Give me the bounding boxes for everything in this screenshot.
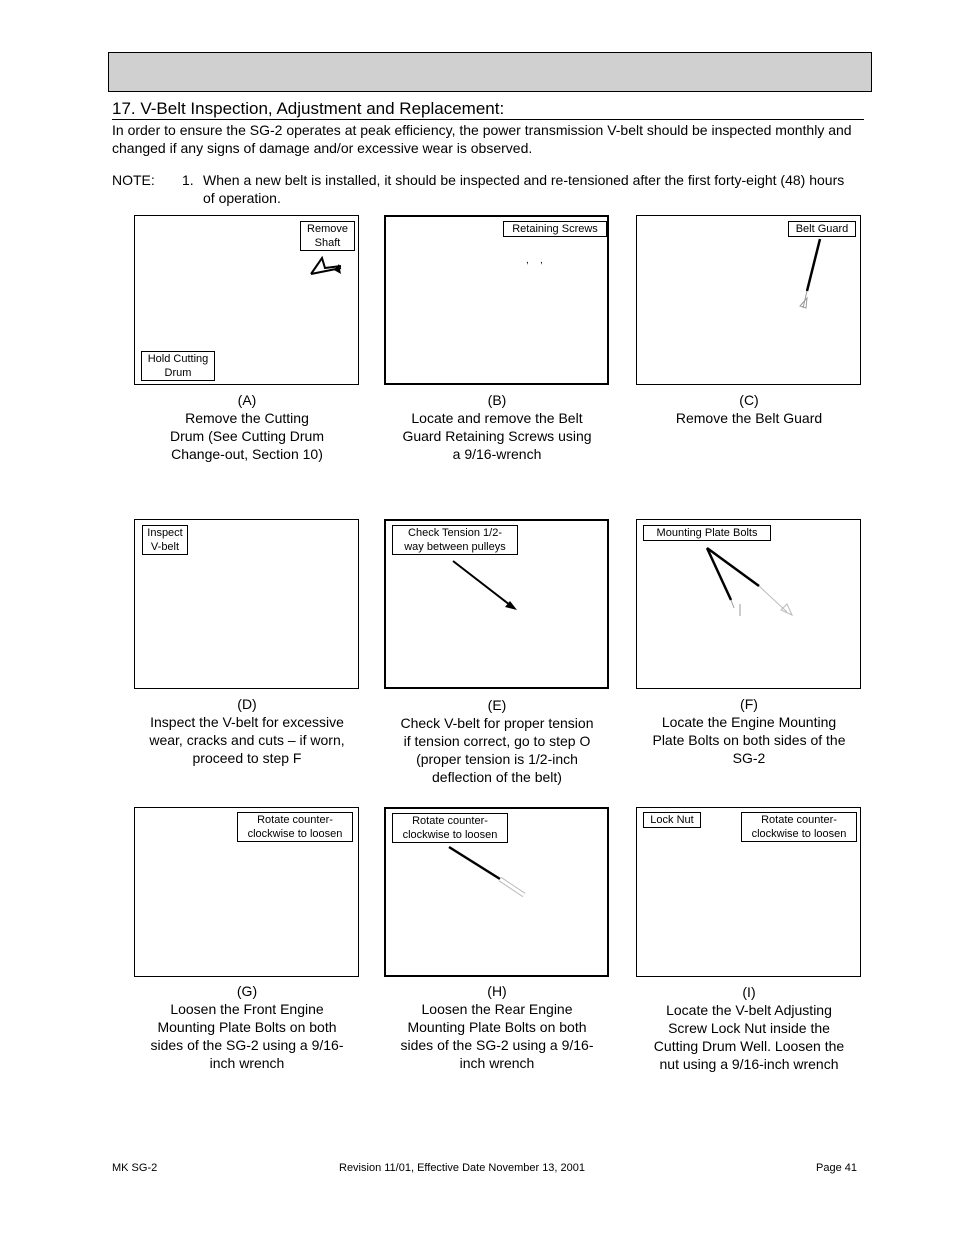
note-item	[182, 171, 862, 207]
callout-mounting-plate-bolts: Mounting Plate Bolts	[643, 525, 771, 541]
caption-a	[132, 391, 362, 463]
step-caption: Loosen the Rear Engine Mounting Plate Bolts on both sides of the SG-2 using a 9/16- inch wrench	[400, 1001, 594, 1071]
step-caption: Remove the Belt Guard	[675, 410, 823, 426]
footer-page-number: Page 41	[816, 1162, 857, 1174]
callout-lock-nut: Lock Nut	[643, 812, 701, 828]
step-letter: (A)	[237, 392, 257, 408]
step-caption: Check V-belt for proper tension if tension correct, go to step O (proper tension is 1/2-inch deflection of the belt)	[400, 715, 594, 785]
arrow-graphic	[637, 520, 861, 689]
callout-rotate-counterclockwise: Rotate counter- clockwise to loosen	[392, 813, 508, 843]
photo-panel-d	[134, 519, 359, 689]
caption-f	[634, 695, 864, 767]
svg-text:,: ,	[540, 255, 543, 266]
step-caption: Locate and remove the Belt Guard Retaining Screws using a 9/16-wrench	[402, 410, 592, 462]
callout-rotate-counterclockwise: Rotate counter- clockwise to loosen	[237, 812, 353, 842]
caption-g	[132, 982, 362, 1072]
callout-remove-shaft: Remove Shaft	[300, 221, 355, 251]
photo-panel-e	[384, 519, 609, 689]
note-number: 1.	[182, 172, 194, 188]
photo-panel-a	[134, 215, 359, 385]
photo-panel-f	[636, 519, 861, 689]
step-letter: (C)	[739, 392, 759, 408]
callout-inspect-v-belt: Inspect V-belt	[142, 525, 188, 555]
callout-check-tension: Check Tension 1/2- way between pulleys	[392, 525, 518, 555]
step-caption: Loosen the Front Engine Mounting Plate Bolts on both sides of the SG-2 using a 9/16- inch wrench	[150, 1001, 344, 1071]
step-letter: (F)	[740, 696, 758, 712]
svg-text:,: ,	[526, 255, 529, 266]
callout-belt-guard: Belt Guard	[788, 221, 856, 237]
screw-markers	[386, 217, 609, 385]
photo-panel-h	[384, 807, 609, 977]
note-body: When a new belt is installed, it should be inspected and re-tensioned after the first forty-eight (48) hours of operation.	[203, 172, 845, 206]
step-caption: Locate the V-belt Adjusting Screw Lock Nut inside the Cutting Drum Well. Loosen the nut using a 9/16-inch wrench	[653, 1002, 845, 1072]
caption-e	[382, 696, 612, 786]
step-letter: (I)	[742, 984, 756, 1000]
intro-paragraph: In order to ensure the SG-2 operates at peak efficiency, the power transmission V-belt should be inspected monthly and changed if any signs of damage and/or excessive wear is observed.	[112, 122, 852, 156]
step-caption: Inspect the V-belt for excessive wear, cracks and cuts – if worn, proceed to step F	[149, 714, 345, 766]
photo-panel-g	[134, 807, 359, 977]
caption-c	[634, 391, 864, 427]
photo-panel-c	[636, 215, 861, 385]
footer-revision: Revision 11/01, Effective Date November 13, 2001	[339, 1162, 586, 1174]
photo-panel-b	[384, 215, 609, 385]
section-title: 17. V-Belt Inspection, Adjustment and Replacement:	[112, 99, 864, 120]
arrow-graphic	[637, 216, 861, 385]
step-caption: Locate the Engine Mounting Plate Bolts on both sides of the SG-2	[652, 714, 846, 766]
step-caption: Remove the Cutting Drum (See Cutting Drum Change-out, Section 10)	[169, 410, 325, 462]
caption-d	[132, 695, 362, 767]
callout-retaining-screws: Retaining Screws	[503, 221, 607, 237]
step-letter: (G)	[236, 983, 258, 999]
photo-panel-i	[636, 807, 861, 977]
caption-b	[382, 391, 612, 463]
footer-doc-id: MK SG-2	[112, 1162, 158, 1174]
step-letter: (D)	[237, 696, 257, 712]
callout-rotate-counterclockwise: Rotate counter- clockwise to loosen	[741, 812, 857, 842]
caption-i	[634, 983, 864, 1073]
header-bar	[108, 52, 872, 92]
step-letter: (B)	[487, 392, 507, 408]
note-label: NOTE:	[112, 172, 155, 188]
caption-h	[382, 982, 612, 1072]
step-letter: (H)	[487, 983, 507, 999]
callout-hold-cutting-drum: Hold Cutting Drum	[141, 351, 215, 381]
step-letter: (E)	[487, 697, 507, 713]
